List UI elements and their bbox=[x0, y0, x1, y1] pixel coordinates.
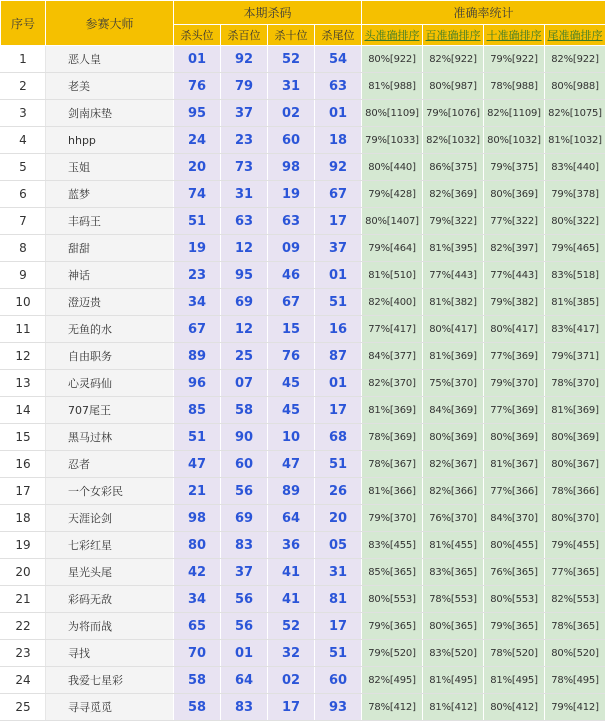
kill-number: 69 bbox=[221, 289, 268, 316]
accuracy-cell: 78%[367] bbox=[362, 451, 423, 478]
kill-number: 17 bbox=[315, 208, 362, 235]
kill-number: 92 bbox=[315, 154, 362, 181]
row-seq: 18 bbox=[1, 505, 46, 532]
kill-number: 47 bbox=[174, 451, 221, 478]
accuracy-cell: 83%[365] bbox=[423, 559, 484, 586]
kill-number: 45 bbox=[268, 397, 315, 424]
accuracy-cell: 80%[369] bbox=[423, 424, 484, 451]
kill-number: 01 bbox=[221, 640, 268, 667]
master-name: 一个女彩民 bbox=[46, 478, 174, 505]
header-acc-group: 准确率统计 bbox=[362, 1, 605, 25]
row-seq: 9 bbox=[1, 262, 46, 289]
master-name: 星光头尾 bbox=[46, 559, 174, 586]
accuracy-cell: 78%[365] bbox=[545, 613, 605, 640]
kill-number: 92 bbox=[221, 46, 268, 73]
accuracy-cell: 81%[369] bbox=[423, 343, 484, 370]
kill-number: 65 bbox=[174, 613, 221, 640]
accuracy-cell: 86%[375] bbox=[423, 154, 484, 181]
kill-number: 93 bbox=[315, 694, 362, 721]
table-row bbox=[1, 370, 605, 397]
row-seq: 24 bbox=[1, 667, 46, 694]
accuracy-cell: 84%[377] bbox=[362, 343, 423, 370]
kill-number: 56 bbox=[221, 613, 268, 640]
accuracy-cell: 79%[370] bbox=[484, 370, 545, 397]
accuracy-cell: 79%[412] bbox=[545, 694, 605, 721]
kill-number: 26 bbox=[315, 478, 362, 505]
row-seq: 15 bbox=[1, 424, 46, 451]
accuracy-cell: 80%[1109] bbox=[362, 100, 423, 127]
accuracy-cell: 81%[455] bbox=[423, 532, 484, 559]
table-row bbox=[1, 46, 605, 73]
table-row bbox=[1, 613, 605, 640]
kill-number: 67 bbox=[268, 289, 315, 316]
kill-number: 37 bbox=[315, 235, 362, 262]
sort-link-head[interactable]: 头准确排序 bbox=[362, 25, 423, 46]
accuracy-cell: 80%[1032] bbox=[484, 127, 545, 154]
accuracy-cell: 76%[370] bbox=[423, 505, 484, 532]
accuracy-cell: 82%[1075] bbox=[545, 100, 605, 127]
kill-number: 23 bbox=[221, 127, 268, 154]
kill-number: 83 bbox=[221, 694, 268, 721]
kill-number: 16 bbox=[315, 316, 362, 343]
accuracy-cell: 77%[369] bbox=[484, 397, 545, 424]
accuracy-cell: 79%[322] bbox=[423, 208, 484, 235]
accuracy-cell: 81%[1032] bbox=[545, 127, 605, 154]
table-row bbox=[1, 343, 605, 370]
master-name: 七彩红星 bbox=[46, 532, 174, 559]
kill-number: 87 bbox=[315, 343, 362, 370]
kill-number: 52 bbox=[268, 46, 315, 73]
accuracy-cell: 80%[369] bbox=[545, 424, 605, 451]
kill-number: 05 bbox=[315, 532, 362, 559]
accuracy-cell: 83%[417] bbox=[545, 316, 605, 343]
accuracy-cell: 82%[366] bbox=[423, 478, 484, 505]
accuracy-cell: 80%[553] bbox=[362, 586, 423, 613]
kill-number: 60 bbox=[268, 127, 315, 154]
accuracy-cell: 79%[1076] bbox=[423, 100, 484, 127]
table-row bbox=[1, 100, 605, 127]
kill-number: 15 bbox=[268, 316, 315, 343]
kill-number: 25 bbox=[221, 343, 268, 370]
kill-number: 79 bbox=[221, 73, 268, 100]
accuracy-cell: 77%[443] bbox=[484, 262, 545, 289]
kill-number: 12 bbox=[221, 235, 268, 262]
accuracy-cell: 79%[464] bbox=[362, 235, 423, 262]
kill-number: 56 bbox=[221, 478, 268, 505]
accuracy-cell: 78%[370] bbox=[545, 370, 605, 397]
row-seq: 21 bbox=[1, 586, 46, 613]
kill-number: 24 bbox=[174, 127, 221, 154]
table-row bbox=[1, 586, 605, 613]
kill-number: 95 bbox=[174, 100, 221, 127]
kill-number: 96 bbox=[174, 370, 221, 397]
kill-number: 81 bbox=[315, 586, 362, 613]
accuracy-cell: 81%[385] bbox=[545, 289, 605, 316]
kill-number: 17 bbox=[268, 694, 315, 721]
kill-number: 63 bbox=[268, 208, 315, 235]
accuracy-cell: 81%[366] bbox=[362, 478, 423, 505]
table-row bbox=[1, 181, 605, 208]
table-row bbox=[1, 289, 605, 316]
kill-number: 67 bbox=[174, 316, 221, 343]
kill-number: 01 bbox=[315, 262, 362, 289]
table-row bbox=[1, 127, 605, 154]
kill-number: 89 bbox=[174, 343, 221, 370]
accuracy-cell: 79%[371] bbox=[545, 343, 605, 370]
kill-number: 07 bbox=[221, 370, 268, 397]
accuracy-cell: 77%[417] bbox=[362, 316, 423, 343]
accuracy-cell: 81%[369] bbox=[362, 397, 423, 424]
master-name: 蓝梦 bbox=[46, 181, 174, 208]
kill-number: 37 bbox=[221, 559, 268, 586]
kill-number: 17 bbox=[315, 613, 362, 640]
accuracy-cell: 81%[367] bbox=[484, 451, 545, 478]
header-kill-col: 杀尾位 bbox=[315, 25, 362, 46]
accuracy-cell: 80%[417] bbox=[484, 316, 545, 343]
accuracy-cell: 79%[455] bbox=[545, 532, 605, 559]
kill-number: 67 bbox=[315, 181, 362, 208]
kill-number: 31 bbox=[315, 559, 362, 586]
master-name: 心灵码仙 bbox=[46, 370, 174, 397]
kill-number: 60 bbox=[315, 667, 362, 694]
kill-number: 68 bbox=[315, 424, 362, 451]
header-kill-col: 杀百位 bbox=[221, 25, 268, 46]
master-name: 寻找 bbox=[46, 640, 174, 667]
accuracy-cell: 80%[417] bbox=[423, 316, 484, 343]
master-name: 寻寻觅觅 bbox=[46, 694, 174, 721]
kill-number: 80 bbox=[174, 532, 221, 559]
kill-number: 52 bbox=[268, 613, 315, 640]
kill-number: 31 bbox=[221, 181, 268, 208]
kill-number: 64 bbox=[268, 505, 315, 532]
row-seq: 17 bbox=[1, 478, 46, 505]
kill-number: 01 bbox=[315, 100, 362, 127]
accuracy-cell: 80%[520] bbox=[545, 640, 605, 667]
kill-number: 95 bbox=[221, 262, 268, 289]
accuracy-cell: 79%[365] bbox=[362, 613, 423, 640]
row-seq: 20 bbox=[1, 559, 46, 586]
accuracy-cell: 78%[412] bbox=[362, 694, 423, 721]
kill-number: 32 bbox=[268, 640, 315, 667]
accuracy-cell: 79%[922] bbox=[484, 46, 545, 73]
kill-number: 20 bbox=[315, 505, 362, 532]
accuracy-cell: 80%[987] bbox=[423, 73, 484, 100]
accuracy-cell: 80%[412] bbox=[484, 694, 545, 721]
kill-number: 58 bbox=[174, 694, 221, 721]
kill-number: 64 bbox=[221, 667, 268, 694]
accuracy-cell: 80%[370] bbox=[545, 505, 605, 532]
master-name: 707尾王 bbox=[46, 397, 174, 424]
table-row bbox=[1, 397, 605, 424]
row-seq: 12 bbox=[1, 343, 46, 370]
kill-number: 85 bbox=[174, 397, 221, 424]
table-row bbox=[1, 505, 605, 532]
accuracy-cell: 82%[369] bbox=[423, 181, 484, 208]
row-seq: 10 bbox=[1, 289, 46, 316]
kill-number: 01 bbox=[174, 46, 221, 73]
kill-number: 51 bbox=[315, 451, 362, 478]
kill-number: 69 bbox=[221, 505, 268, 532]
master-name: 剑南床垫 bbox=[46, 100, 174, 127]
kill-number: 37 bbox=[221, 100, 268, 127]
accuracy-cell: 83%[440] bbox=[545, 154, 605, 181]
accuracy-cell: 83%[518] bbox=[545, 262, 605, 289]
kill-number: 60 bbox=[221, 451, 268, 478]
master-name: hhpp bbox=[46, 127, 174, 154]
master-name: 天涯论剑 bbox=[46, 505, 174, 532]
master-name: 澄迈贵 bbox=[46, 289, 174, 316]
accuracy-cell: 80%[322] bbox=[545, 208, 605, 235]
kill-number: 58 bbox=[174, 667, 221, 694]
kill-number: 63 bbox=[221, 208, 268, 235]
header-master: 参赛大师 bbox=[46, 1, 174, 46]
kill-number: 70 bbox=[174, 640, 221, 667]
master-name: 老美 bbox=[46, 73, 174, 100]
accuracy-cell: 79%[370] bbox=[362, 505, 423, 532]
kill-number: 42 bbox=[174, 559, 221, 586]
kill-number: 74 bbox=[174, 181, 221, 208]
kill-number: 12 bbox=[221, 316, 268, 343]
accuracy-cell: 77%[443] bbox=[423, 262, 484, 289]
accuracy-cell: 80%[369] bbox=[484, 424, 545, 451]
kill-number: 21 bbox=[174, 478, 221, 505]
table-row bbox=[1, 451, 605, 478]
accuracy-cell: 79%[375] bbox=[484, 154, 545, 181]
accuracy-cell: 80%[365] bbox=[423, 613, 484, 640]
accuracy-cell: 81%[369] bbox=[545, 397, 605, 424]
row-seq: 6 bbox=[1, 181, 46, 208]
table-row bbox=[1, 154, 605, 181]
row-seq: 2 bbox=[1, 73, 46, 100]
kill-number: 09 bbox=[268, 235, 315, 262]
kill-number: 51 bbox=[174, 424, 221, 451]
sort-link-hundred[interactable]: 百准确排序 bbox=[423, 25, 484, 46]
table-row bbox=[1, 667, 605, 694]
kill-number: 51 bbox=[315, 289, 362, 316]
row-seq: 1 bbox=[1, 46, 46, 73]
accuracy-cell: 82%[553] bbox=[545, 586, 605, 613]
table-row bbox=[1, 640, 605, 667]
accuracy-cell: 82%[370] bbox=[362, 370, 423, 397]
kill-number: 20 bbox=[174, 154, 221, 181]
row-seq: 16 bbox=[1, 451, 46, 478]
table-row bbox=[1, 424, 605, 451]
accuracy-cell: 80%[369] bbox=[484, 181, 545, 208]
kill-number: 01 bbox=[315, 370, 362, 397]
table-row bbox=[1, 478, 605, 505]
accuracy-cell: 84%[370] bbox=[484, 505, 545, 532]
accuracy-cell: 78%[495] bbox=[545, 667, 605, 694]
accuracy-cell: 84%[369] bbox=[423, 397, 484, 424]
accuracy-cell: 80%[988] bbox=[545, 73, 605, 100]
header-seq: 序号 bbox=[1, 1, 46, 46]
table-row bbox=[1, 559, 605, 586]
table-row bbox=[1, 532, 605, 559]
master-name: 自由职务 bbox=[46, 343, 174, 370]
master-name: 为将而战 bbox=[46, 613, 174, 640]
table-row bbox=[1, 73, 605, 100]
accuracy-cell: 77%[365] bbox=[545, 559, 605, 586]
kill-number: 63 bbox=[315, 73, 362, 100]
accuracy-cell: 82%[1109] bbox=[484, 100, 545, 127]
master-name: 甜甜 bbox=[46, 235, 174, 262]
kill-number: 41 bbox=[268, 559, 315, 586]
table-row bbox=[1, 694, 605, 721]
header-kill-col: 杀头位 bbox=[174, 25, 221, 46]
accuracy-cell: 79%[378] bbox=[545, 181, 605, 208]
accuracy-cell: 82%[495] bbox=[362, 667, 423, 694]
accuracy-cell: 77%[322] bbox=[484, 208, 545, 235]
accuracy-cell: 80%[1407] bbox=[362, 208, 423, 235]
accuracy-cell: 82%[397] bbox=[484, 235, 545, 262]
accuracy-cell: 85%[365] bbox=[362, 559, 423, 586]
master-name: 玉姐 bbox=[46, 154, 174, 181]
kill-number: 18 bbox=[315, 127, 362, 154]
accuracy-cell: 81%[988] bbox=[362, 73, 423, 100]
kill-number: 51 bbox=[174, 208, 221, 235]
kill-number: 58 bbox=[221, 397, 268, 424]
accuracy-cell: 79%[465] bbox=[545, 235, 605, 262]
accuracy-cell: 81%[510] bbox=[362, 262, 423, 289]
kill-number: 19 bbox=[268, 181, 315, 208]
accuracy-cell: 82%[400] bbox=[362, 289, 423, 316]
accuracy-cell: 83%[455] bbox=[362, 532, 423, 559]
kill-number: 19 bbox=[174, 235, 221, 262]
accuracy-cell: 77%[369] bbox=[484, 343, 545, 370]
master-name: 丰码王 bbox=[46, 208, 174, 235]
accuracy-cell: 78%[520] bbox=[484, 640, 545, 667]
accuracy-cell: 78%[988] bbox=[484, 73, 545, 100]
kill-number: 56 bbox=[221, 586, 268, 613]
accuracy-cell: 80%[367] bbox=[545, 451, 605, 478]
kill-number: 34 bbox=[174, 586, 221, 613]
accuracy-cell: 79%[428] bbox=[362, 181, 423, 208]
table-row bbox=[1, 262, 605, 289]
accuracy-cell: 79%[520] bbox=[362, 640, 423, 667]
row-seq: 19 bbox=[1, 532, 46, 559]
accuracy-cell: 79%[1033] bbox=[362, 127, 423, 154]
kill-number: 47 bbox=[268, 451, 315, 478]
kill-number: 10 bbox=[268, 424, 315, 451]
header-kill-group: 本期杀码 bbox=[174, 1, 362, 25]
accuracy-cell: 81%[382] bbox=[423, 289, 484, 316]
master-name: 无鱼的水 bbox=[46, 316, 174, 343]
row-seq: 5 bbox=[1, 154, 46, 181]
master-name: 恶人皇 bbox=[46, 46, 174, 73]
master-name: 我爱七星彩 bbox=[46, 667, 174, 694]
kill-number: 98 bbox=[268, 154, 315, 181]
table-body bbox=[1, 46, 605, 721]
master-name: 神话 bbox=[46, 262, 174, 289]
kill-number: 34 bbox=[174, 289, 221, 316]
kill-number: 46 bbox=[268, 262, 315, 289]
accuracy-cell: 78%[366] bbox=[545, 478, 605, 505]
accuracy-cell: 82%[922] bbox=[423, 46, 484, 73]
accuracy-cell: 78%[553] bbox=[423, 586, 484, 613]
accuracy-cell: 80%[455] bbox=[484, 532, 545, 559]
accuracy-cell: 80%[922] bbox=[362, 46, 423, 73]
row-seq: 8 bbox=[1, 235, 46, 262]
accuracy-cell: 83%[520] bbox=[423, 640, 484, 667]
accuracy-cell: 79%[365] bbox=[484, 613, 545, 640]
kill-number: 98 bbox=[174, 505, 221, 532]
row-seq: 22 bbox=[1, 613, 46, 640]
accuracy-cell: 80%[553] bbox=[484, 586, 545, 613]
table-row bbox=[1, 235, 605, 262]
row-seq: 25 bbox=[1, 694, 46, 721]
row-seq: 23 bbox=[1, 640, 46, 667]
row-seq: 4 bbox=[1, 127, 46, 154]
accuracy-cell: 81%[395] bbox=[423, 235, 484, 262]
kill-number: 51 bbox=[315, 640, 362, 667]
kill-number: 83 bbox=[221, 532, 268, 559]
master-name: 忍者 bbox=[46, 451, 174, 478]
kill-number: 76 bbox=[174, 73, 221, 100]
kill-number: 02 bbox=[268, 100, 315, 127]
row-seq: 14 bbox=[1, 397, 46, 424]
row-seq: 11 bbox=[1, 316, 46, 343]
kill-number: 02 bbox=[268, 667, 315, 694]
accuracy-cell: 79%[382] bbox=[484, 289, 545, 316]
accuracy-cell: 80%[440] bbox=[362, 154, 423, 181]
kill-number: 45 bbox=[268, 370, 315, 397]
row-seq: 7 bbox=[1, 208, 46, 235]
header-kill-col: 杀十位 bbox=[268, 25, 315, 46]
kill-number: 73 bbox=[221, 154, 268, 181]
kill-number: 41 bbox=[268, 586, 315, 613]
master-name: 黑马过林 bbox=[46, 424, 174, 451]
kill-number: 36 bbox=[268, 532, 315, 559]
master-name: 彩码无敌 bbox=[46, 586, 174, 613]
accuracy-cell: 76%[365] bbox=[484, 559, 545, 586]
row-seq: 3 bbox=[1, 100, 46, 127]
kill-number: 23 bbox=[174, 262, 221, 289]
kill-number: 31 bbox=[268, 73, 315, 100]
accuracy-cell: 78%[369] bbox=[362, 424, 423, 451]
accuracy-cell: 82%[367] bbox=[423, 451, 484, 478]
accuracy-cell: 81%[495] bbox=[484, 667, 545, 694]
table-row bbox=[1, 316, 605, 343]
kill-number: 76 bbox=[268, 343, 315, 370]
kill-number: 90 bbox=[221, 424, 268, 451]
sort-link-ten[interactable]: 十准确排序 bbox=[484, 25, 545, 46]
accuracy-cell: 81%[495] bbox=[423, 667, 484, 694]
accuracy-cell: 81%[412] bbox=[423, 694, 484, 721]
kill-number: 89 bbox=[268, 478, 315, 505]
kill-number: 54 bbox=[315, 46, 362, 73]
accuracy-cell: 82%[922] bbox=[545, 46, 605, 73]
table-row bbox=[1, 208, 605, 235]
accuracy-cell: 75%[370] bbox=[423, 370, 484, 397]
row-seq: 13 bbox=[1, 370, 46, 397]
accuracy-cell: 82%[1032] bbox=[423, 127, 484, 154]
sort-link-tail[interactable]: 尾准确排序 bbox=[545, 25, 605, 46]
kill-number: 17 bbox=[315, 397, 362, 424]
accuracy-cell: 77%[366] bbox=[484, 478, 545, 505]
